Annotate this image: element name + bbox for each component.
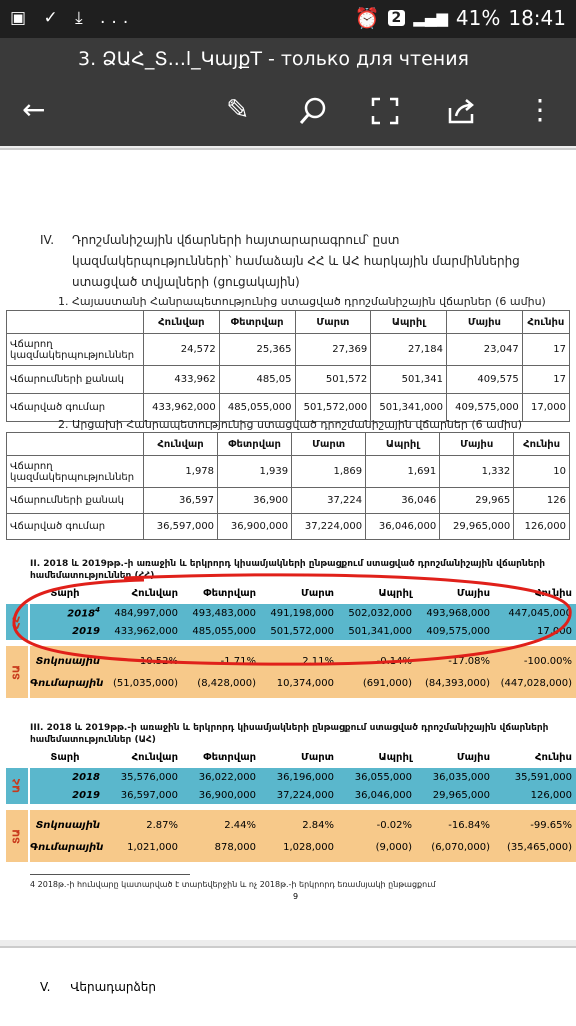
table-row: 2019 36,597,000 36,900,000 37,224,000 36,046,000 29,965,000 126,000 bbox=[72, 789, 572, 801]
month-header: Փետրվար bbox=[219, 311, 295, 334]
section-v-heading: V. Վերադարձեր bbox=[40, 980, 157, 994]
table-row: Տոկոսային 2.87% 2.44% 2.84% -0.02% -16.84% -99.65% bbox=[35, 819, 572, 831]
table-row: Վճարումների քանակ 36,597 36,900 37,224 36,046 29,965 126 bbox=[7, 488, 570, 514]
comparison-block-ah bbox=[6, 746, 576, 864]
years-band bbox=[30, 768, 576, 804]
notification-icons: ▣ ✓ ⤓ ... bbox=[10, 8, 135, 28]
alarm-icon: ⏰ bbox=[354, 6, 380, 30]
comparison-header: Տարի Հունվար Փետրվար Մարտ Ապրիլ Մայիս Հունիս bbox=[30, 582, 576, 604]
month-header: Ապրիլ bbox=[371, 311, 447, 334]
month-header: Մայիս bbox=[440, 433, 514, 456]
footnote-divider bbox=[30, 874, 190, 875]
table-row: Վճարող կազմակերպություններ 24,572 25,365 27,369 27,184 23,047 17 bbox=[7, 334, 570, 366]
month-header: Մայիս bbox=[447, 311, 523, 334]
table-row: Վճարված գումար 36,597,000 36,900,000 37,224,000 36,046,000 29,965,000 126,000 bbox=[7, 514, 570, 540]
document-title: 3. ՁԱՀ_Տ...l_ԿայքТ - только для чтения bbox=[78, 48, 469, 70]
clock: 18:41 bbox=[508, 6, 566, 30]
month-header: Մարտ bbox=[295, 311, 371, 334]
table-row: Վճարումների քանակ 433,962 485,05 501,572 501,341 409,575 17 bbox=[7, 366, 570, 394]
comparison-header: Տարի Հունվար Փետրվար Մարտ Ապրիլ Մայիս Հունիս bbox=[30, 746, 576, 768]
years-band bbox=[30, 604, 576, 640]
search-icon[interactable] bbox=[298, 96, 328, 131]
table-armenia bbox=[6, 310, 570, 422]
month-header: Մարտ bbox=[292, 433, 366, 456]
sim-badge: 2 bbox=[388, 10, 406, 26]
app-bar bbox=[0, 38, 576, 146]
table-row: Գումարային (51,035,000) (8,428,000) 10,374,000 (691,000) (84,393,000) (447,028,000) bbox=[30, 677, 572, 689]
table-header-empty bbox=[7, 433, 144, 456]
more-options-icon[interactable]: ⋮ bbox=[526, 93, 554, 126]
footnote: 4 2018թ.-ի հունվարը կատարված է տարեվերջին և ոչ 2018թ.-ի երկրորդ եռամսյակի ընթացքում bbox=[30, 880, 436, 889]
month-header: Հունվար bbox=[144, 433, 218, 456]
signal-icon: ▂▄▆ bbox=[413, 9, 448, 27]
table-row: 2018$^4$ 484,997,000 493,483,000 491,198,000 502,032,000 493,968,000 447,045,000 bbox=[67, 606, 572, 620]
section-ii-caption: II. 2018 և 2019թթ.-ի առաջին և երկրորդ կիսամյակների ընթացքում ստացված դրոշմանիշային վճարների համեմատություններ (ՀՀ) bbox=[30, 559, 546, 581]
status-bar bbox=[0, 0, 576, 38]
table-header-empty bbox=[7, 311, 144, 334]
side-label-ah: ԱՀ bbox=[6, 768, 28, 804]
share-icon[interactable] bbox=[446, 96, 478, 131]
table-row: Տոկոսային -10.52% -1.71% 2.11% -0.14% -17.08% -100.00% bbox=[35, 655, 572, 667]
side-label-hh: ՀՀ bbox=[6, 604, 28, 640]
table-row: Վճարող կազմակերպություններ 1,978 1,939 1,869 1,691 1,332 10 bbox=[7, 456, 570, 488]
status-right bbox=[355, 6, 566, 30]
month-header: Հունիս bbox=[514, 433, 570, 456]
table-row: Վճարված գումար 433,962,000 485,055,000 501,572,000 501,341,000 409,575,000 17,000 bbox=[7, 394, 570, 422]
month-header: Հունիս bbox=[522, 311, 569, 334]
month-header: Ապրիլ bbox=[366, 433, 440, 456]
table-row: Գումարային 1,021,000 878,000 1,028,000 (9,000) (6,070,000) (35,465,000) bbox=[30, 841, 572, 853]
back-arrow-icon[interactable]: ← bbox=[22, 93, 46, 126]
edit-icon[interactable]: ✎ bbox=[226, 93, 250, 126]
document-page[interactable]: IV. Դրոշմանիշային վճարների հայտարարագրում՝ ըստ կազմակերպությունների՝ համաձայն ՀՀ և ԱՀ հարկային մարմիններից ստացված տվյալների (ցուցակային) 1. Հայաստանի Հանրապետությունից ստացված դրոշմանիշային վճարներ (6 ամիս) Հունվար Փետրվար Մարտ Ապրիլ Մայիս Հունիս Վճարող կազմակերպություններ 24,572 25,365 27,369 27,184 23,047 17 Վճարումների քանակ 433,962 485,05 501,572 501,341 409,575 17 Վճարված գումար 433,962,000 485,055,000 501,572,000 501,341,000 409,575,000 17,000 2. Արցախի Հանրապետությունից ստացված դրոշմանիշային վճարներ (6 ամիս) Հունվար Փետրվար Մարտ Ապրիլ Մայիս Հունիս Վճարող կազմակերպություններ 1,978 1,939 1,869 1,691 1,332 10 Վճարումների քանակ 36,597 36,900 37,224 36,046 29,965 126 Վճարված գումար 36,597,000 36,900,000 37,224,000 36,046,000 29,965,000 126,000 II. 2018 և 2019թթ.-ի առաջին և երկրորդ կիսամյակների ընթացքում ստացված դրոշմանիշային վճարների համեմատություններ (ՀՀ) ՀՀ ՏԱ Տարի Հունվար Փետրվար Մարտ Ապրիլ Մայիս Հունիս 2018$^4$ 484,997,000 493,483,000 491,198,000 502,032,000 493,968,000 447,045,000 2019 433,962,000 485,055,000 501,572,000 501,341,000 409,575,000 17,000 Տոկոսային -10.52% -1.71% 2.11% -0.14% -17.08% -100.00% Գումարային (51,035,000) (8,428,000) 10,374,000 (691,000) (84,393,000) (447,028,000) III. 2018 և 2019թթ.-ի առաջին և երկրորդ կիսամյակների ընթացքում ստացված դրոշմանիշային վճարների համեմատություններ (ԱՀ) ԱՀ ՏԱ Տարի Հունվար Փետրվար Մարտ Ապրիլ Մայիս Հունիս 2018 35,576,000 36,022,000 36,196,000 36,055,000 36,035,000 35,591,000 2019 36,597,000 36,900,000 37,224,000 36,046,000 29,965,000 126,000 Տոկոսային 2.87% 2.44% 2.84% -0.02% -16.84% -99.65% Գումարային 1,021,000 878,000 1,028,000 (9,000) (6,070,000) (35,465,000) 4 2018թ.-ի հունվարը կատարված է տարեվերջին և ոչ 2018թ.-ի երկրորդ եռամսյակի ընթացքում 9 bbox=[0, 148, 576, 940]
side-label-diff: ՏԱ bbox=[6, 810, 28, 862]
section-iii-caption: III. 2018 և 2019թթ.-ի առաջին և երկրորդ կիսամյակների ընթացքում ստացված դրոշմանիշային վճարների համեմատություններ (ԱՀ) bbox=[30, 723, 549, 745]
table2-title: 2. Արցախի Հանրապետությունից ստացված դրոշմանիշային վճարներ (6 ամիս) bbox=[58, 418, 523, 431]
fullscreen-icon[interactable] bbox=[370, 96, 400, 131]
side-label-diff: ՏԱ bbox=[6, 646, 28, 698]
comparison-block-hh bbox=[6, 582, 576, 700]
battery-percent: 41% bbox=[455, 6, 501, 30]
document-page-next[interactable] bbox=[0, 946, 576, 1026]
table-artsakh bbox=[6, 432, 570, 540]
month-header: Հունվար bbox=[144, 311, 220, 334]
diff-band bbox=[30, 646, 576, 698]
table-row: 2019 433,962,000 485,055,000 501,572,000 501,341,000 409,575,000 17,000 bbox=[72, 625, 572, 637]
table1-title: 1. Հայաստանի Հանրապետությունից ստացված դրոշմանիշային վճարներ (6 ամիս) bbox=[58, 295, 546, 308]
page-number: 9 bbox=[293, 892, 299, 901]
diff-band bbox=[30, 810, 576, 862]
table-row: 2018 35,576,000 36,022,000 36,196,000 36,055,000 36,035,000 35,591,000 bbox=[72, 771, 572, 783]
month-header: Փետրվար bbox=[218, 433, 292, 456]
